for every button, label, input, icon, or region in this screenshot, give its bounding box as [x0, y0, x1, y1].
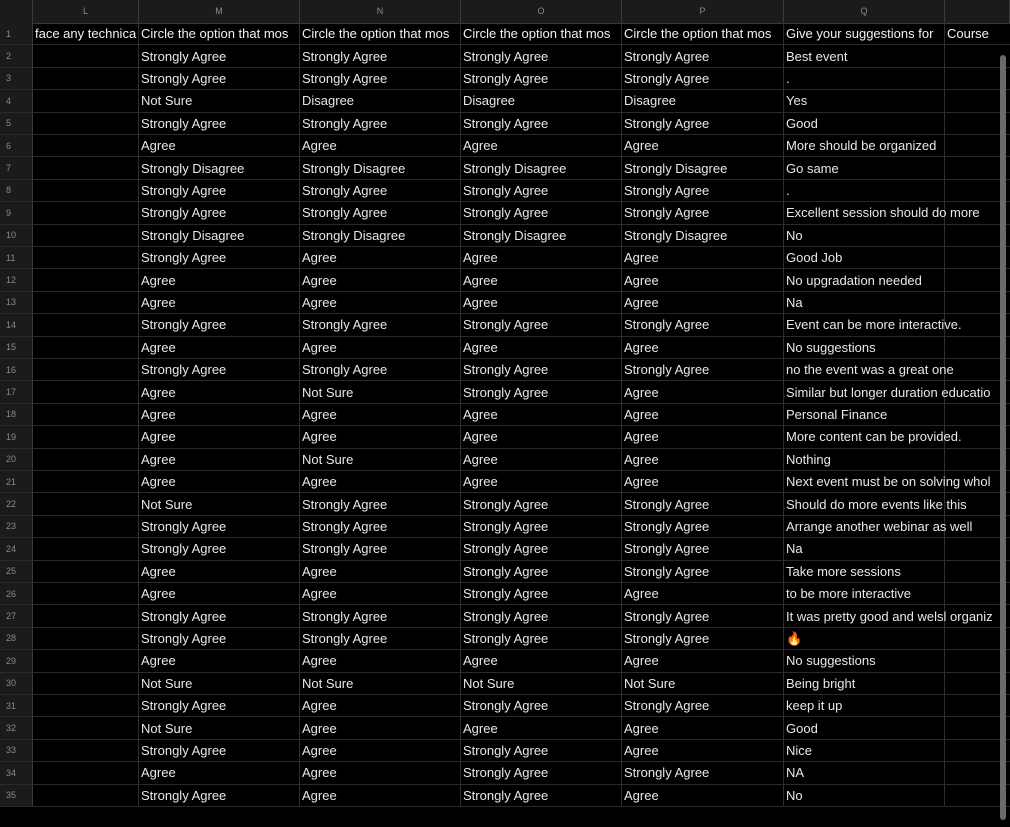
cell-n[interactable]: Not Sure [300, 673, 461, 694]
cell-o[interactable]: Strongly Agree [461, 583, 622, 604]
cell-l[interactable] [33, 426, 139, 447]
cell-o[interactable]: Agree [461, 426, 622, 447]
cell-q[interactable]: More content can be provided. [784, 426, 945, 447]
cell-l[interactable] [33, 202, 139, 223]
cell-n[interactable]: Strongly Agree [300, 605, 461, 626]
cell-m[interactable]: Agree [139, 269, 300, 290]
column-header-m[interactable]: M [139, 0, 300, 23]
cell-m[interactable]: Not Sure [139, 717, 300, 738]
cell-o[interactable]: Not Sure [461, 673, 622, 694]
cell-l[interactable] [33, 516, 139, 537]
cell-m[interactable]: Agree [139, 426, 300, 447]
cell-o[interactable]: Disagree [461, 90, 622, 111]
cell-q[interactable]: Excellent session should do more [784, 202, 945, 223]
cell-p[interactable]: Not Sure [622, 673, 784, 694]
table-row [0, 202, 1010, 224]
cell-l[interactable] [33, 381, 139, 402]
cell-n[interactable]: Strongly Agree [300, 516, 461, 537]
cell-q[interactable]: Good [784, 113, 945, 134]
cell-o[interactable]: Agree [461, 650, 622, 671]
cell-o[interactable]: Strongly Agree [461, 180, 622, 201]
cell-q[interactable]: . [784, 68, 945, 89]
cell-n[interactable]: Not Sure [300, 381, 461, 402]
table-row [0, 449, 1010, 471]
cell-o[interactable]: Strongly Agree [461, 628, 622, 649]
cell-o[interactable]: Strongly Agree [461, 314, 622, 335]
cell-m[interactable]: Agree [139, 561, 300, 582]
row-number[interactable]: 19 [0, 426, 33, 447]
cell-n[interactable]: Strongly Agree [300, 113, 461, 134]
row-number[interactable]: 12 [0, 269, 33, 290]
column-header-p[interactable]: P [622, 0, 784, 23]
cell-o[interactable]: Agree [461, 449, 622, 470]
column-header-l[interactable]: L [33, 0, 139, 23]
cell-m[interactable]: Strongly Agree [139, 68, 300, 89]
table-row [0, 717, 1010, 739]
cell-l[interactable] [33, 135, 139, 156]
cell-n[interactable]: Strongly Disagree [300, 225, 461, 246]
row-number[interactable]: 28 [0, 628, 33, 649]
row-number[interactable]: 27 [0, 605, 33, 626]
cell-o[interactable]: Strongly Agree [461, 359, 622, 380]
table-row [0, 45, 1010, 67]
cell-p[interactable]: Agree [622, 717, 784, 738]
row-number[interactable]: 29 [0, 650, 33, 671]
table-row [0, 695, 1010, 717]
cell-m[interactable]: Agree [139, 135, 300, 156]
cell-n[interactable]: Strongly Agree [300, 359, 461, 380]
cell-l[interactable] [33, 650, 139, 671]
cell-m[interactable]: Strongly Agree [139, 113, 300, 134]
table-row [0, 359, 1010, 381]
cell-o[interactable]: Agree [461, 292, 622, 313]
header-row [0, 23, 1010, 45]
cell-l[interactable] [33, 471, 139, 492]
table-row [0, 740, 1010, 762]
cell-l[interactable] [33, 740, 139, 761]
cell-l[interactable] [33, 225, 139, 246]
table-row [0, 650, 1010, 672]
cell-m[interactable]: Agree [139, 650, 300, 671]
cell-m[interactable]: Not Sure [139, 673, 300, 694]
cell-p[interactable]: Agree [622, 449, 784, 470]
table-row [0, 561, 1010, 583]
cell-p[interactable]: Disagree [622, 90, 784, 111]
table-row [0, 785, 1010, 807]
select-all-corner[interactable] [0, 0, 33, 23]
cell-l[interactable] [33, 717, 139, 738]
cell-n[interactable]: Agree [300, 561, 461, 582]
cell-q[interactable]: Na [784, 292, 945, 313]
column-header-extra[interactable] [945, 0, 1010, 23]
cell-p[interactable]: Strongly Agree [622, 762, 784, 783]
cell-l[interactable] [33, 538, 139, 559]
cell-q[interactable]: Good Job [784, 247, 945, 268]
cell-n[interactable]: Agree [300, 695, 461, 716]
cell-o[interactable]: Strongly Agree [461, 45, 622, 66]
cell-o[interactable]: Strongly Agree [461, 538, 622, 559]
row-number[interactable]: 24 [0, 538, 33, 559]
cell-n[interactable]: Strongly Agree [300, 202, 461, 223]
cell-l[interactable] [33, 292, 139, 313]
row-number[interactable]: 11 [0, 247, 33, 268]
row-number[interactable]: 6 [0, 135, 33, 156]
cell-q[interactable]: Give your suggestions for [784, 23, 945, 44]
cell-o[interactable]: Strongly Agree [461, 762, 622, 783]
table-row [0, 381, 1010, 403]
cell-p[interactable]: Strongly Agree [622, 314, 784, 335]
cell-p[interactable]: Strongly Agree [622, 605, 784, 626]
cell-l[interactable] [33, 359, 139, 380]
cell-o[interactable]: Strongly Agree [461, 605, 622, 626]
cell-n[interactable]: Agree [300, 650, 461, 671]
cell-n[interactable]: Strongly Agree [300, 180, 461, 201]
column-header-q[interactable]: Q [784, 0, 945, 23]
cell-n[interactable]: Disagree [300, 90, 461, 111]
cell-m[interactable]: Agree [139, 583, 300, 604]
cell-n[interactable]: Agree [300, 740, 461, 761]
table-row [0, 628, 1010, 650]
cell-p[interactable]: Agree [622, 292, 784, 313]
row-number[interactable]: 17 [0, 381, 33, 402]
cell-n[interactable]: Agree [300, 292, 461, 313]
cell-n[interactable]: Agree [300, 247, 461, 268]
row-number[interactable]: 21 [0, 471, 33, 492]
cell-l[interactable] [33, 605, 139, 626]
cell-o[interactable]: Strongly Agree [461, 561, 622, 582]
table-row [0, 762, 1010, 784]
table-row [0, 247, 1010, 269]
cell-o[interactable]: Agree [461, 471, 622, 492]
cell-m[interactable]: Agree [139, 337, 300, 358]
cell-m[interactable]: Strongly Agree [139, 695, 300, 716]
row-number[interactable]: 33 [0, 740, 33, 761]
cell-p[interactable]: Agree [622, 583, 784, 604]
cell-m[interactable]: Strongly Agree [139, 538, 300, 559]
cell-m[interactable]: Strongly Agree [139, 359, 300, 380]
cell-l[interactable] [33, 45, 139, 66]
cell-n[interactable]: Agree [300, 583, 461, 604]
cell-n[interactable]: Strongly Agree [300, 538, 461, 559]
row-number[interactable]: 1 [0, 23, 33, 44]
cell-p[interactable]: Agree [622, 740, 784, 761]
cell-q[interactable]: Similar but longer duration educatio [784, 381, 945, 402]
cell-l[interactable] [33, 449, 139, 470]
cell-m[interactable]: Strongly Agree [139, 516, 300, 537]
table-row [0, 157, 1010, 179]
cell-m[interactable]: Not Sure [139, 493, 300, 514]
cell-l[interactable] [33, 269, 139, 290]
cell-l[interactable] [33, 337, 139, 358]
cell-q[interactable]: Take more sessions [784, 561, 945, 582]
cell-o[interactable]: Agree [461, 717, 622, 738]
cell-q[interactable]: It was pretty good and welsl organiz [784, 605, 945, 626]
table-row [0, 113, 1010, 135]
row-number[interactable]: 7 [0, 157, 33, 178]
cell-p[interactable]: Agree [622, 135, 784, 156]
cell-m[interactable]: Strongly Agree [139, 740, 300, 761]
cell-p[interactable]: Strongly Disagree [622, 157, 784, 178]
cell-q[interactable]: Personal Finance [784, 404, 945, 425]
row-number[interactable]: 32 [0, 717, 33, 738]
cell-p[interactable]: Agree [622, 381, 784, 402]
table-row [0, 269, 1010, 291]
cell-q[interactable]: Nice [784, 740, 945, 761]
cell-p[interactable]: Strongly Agree [622, 180, 784, 201]
cell-q[interactable]: Yes [784, 90, 945, 111]
cell-q[interactable]: Arrange another webinar as well [784, 516, 945, 537]
cell-p[interactable]: Agree [622, 785, 784, 806]
row-number[interactable]: 30 [0, 673, 33, 694]
cell-q[interactable]: Good [784, 717, 945, 738]
cell-p[interactable]: Agree [622, 471, 784, 492]
cell-o[interactable]: Agree [461, 337, 622, 358]
cell-m[interactable]: Not Sure [139, 90, 300, 111]
cell-p[interactable]: Agree [622, 404, 784, 425]
cell-p[interactable]: Agree [622, 269, 784, 290]
cell-p[interactable]: Strongly Agree [622, 202, 784, 223]
cell-n[interactable]: Agree [300, 404, 461, 425]
cell-o[interactable]: Circle the option that mos [461, 23, 622, 44]
row-number[interactable]: 16 [0, 359, 33, 380]
cell-q[interactable]: no the event was a great one [784, 359, 945, 380]
cell-q[interactable]: keep it up [784, 695, 945, 716]
row-number[interactable]: 22 [0, 493, 33, 514]
cell-n[interactable]: Agree [300, 717, 461, 738]
cell-l[interactable] [33, 673, 139, 694]
cell-o[interactable]: Strongly Agree [461, 695, 622, 716]
cell-m[interactable]: Strongly Agree [139, 247, 300, 268]
cell-l[interactable] [33, 561, 139, 582]
row-number[interactable]: 25 [0, 561, 33, 582]
cell-n[interactable]: Agree [300, 426, 461, 447]
row-number[interactable]: 9 [0, 202, 33, 223]
cell-q[interactable]: No upgradation needed [784, 269, 945, 290]
cell-l[interactable] [33, 247, 139, 268]
cell-q[interactable]: NA [784, 762, 945, 783]
cell-n[interactable]: Circle the option that mos [300, 23, 461, 44]
row-number[interactable]: 14 [0, 314, 33, 335]
column-header-o[interactable]: O [461, 0, 622, 23]
cell-m[interactable]: Strongly Agree [139, 180, 300, 201]
cell-m[interactable]: Agree [139, 762, 300, 783]
cell-o[interactable]: Strongly Agree [461, 113, 622, 134]
table-row [0, 673, 1010, 695]
cell-o[interactable]: Agree [461, 247, 622, 268]
row-number[interactable]: 23 [0, 516, 33, 537]
cell-m[interactable]: Strongly Agree [139, 605, 300, 626]
cell-m[interactable]: Strongly Agree [139, 45, 300, 66]
table-row [0, 225, 1010, 247]
cell-m[interactable]: Strongly Agree [139, 202, 300, 223]
cell-o[interactable]: Strongly Disagree [461, 157, 622, 178]
row-number[interactable]: 2 [0, 45, 33, 66]
cell-p[interactable]: Agree [622, 650, 784, 671]
cell-n[interactable]: Strongly Agree [300, 45, 461, 66]
cell-l[interactable] [33, 583, 139, 604]
cell-n[interactable]: Not Sure [300, 449, 461, 470]
cell-m[interactable]: Agree [139, 381, 300, 402]
cell-p[interactable]: Strongly Agree [622, 538, 784, 559]
cell-n[interactable]: Strongly Agree [300, 314, 461, 335]
cell-q[interactable]: Na [784, 538, 945, 559]
cell-n[interactable]: Strongly Agree [300, 628, 461, 649]
cell-n[interactable]: Agree [300, 471, 461, 492]
cell-q[interactable]: No suggestions [784, 650, 945, 671]
cell-n[interactable]: Strongly Agree [300, 68, 461, 89]
cell-l[interactable] [33, 180, 139, 201]
cell-l[interactable] [33, 493, 139, 514]
cell-l[interactable] [33, 628, 139, 649]
cell-o[interactable]: Strongly Disagree [461, 225, 622, 246]
cell-l[interactable]: face any technica [33, 23, 139, 44]
cell-l[interactable] [33, 695, 139, 716]
row-number[interactable]: 35 [0, 785, 33, 806]
cell-l[interactable] [33, 785, 139, 806]
table-row [0, 583, 1010, 605]
cell-p[interactable]: Strongly Agree [622, 68, 784, 89]
cell-p[interactable]: Strongly Agree [622, 561, 784, 582]
cell-l[interactable] [33, 762, 139, 783]
cell-m[interactable]: Agree [139, 292, 300, 313]
cell-m[interactable]: Strongly Agree [139, 785, 300, 806]
cell-o[interactable]: Strongly Agree [461, 381, 622, 402]
table-row [0, 180, 1010, 202]
row-number[interactable]: 31 [0, 695, 33, 716]
row-number[interactable]: 5 [0, 113, 33, 134]
cell-l[interactable] [33, 90, 139, 111]
table-row [0, 135, 1010, 157]
cell-p[interactable]: Circle the option that mos [622, 23, 784, 44]
column-header-row [0, 0, 1010, 24]
cell-o[interactable]: Strongly Agree [461, 202, 622, 223]
cell-q[interactable]: Next event must be on solving whol [784, 471, 945, 492]
cell-m[interactable]: Strongly Disagree [139, 157, 300, 178]
cell-o[interactable]: Strongly Agree [461, 785, 622, 806]
cell-p[interactable]: Strongly Agree [622, 628, 784, 649]
table-row [0, 314, 1010, 336]
cell-q[interactable]: Go same [784, 157, 945, 178]
cell-p[interactable]: Agree [622, 247, 784, 268]
cell-o[interactable]: Agree [461, 404, 622, 425]
cell-q[interactable]: Should do more events like this [784, 493, 945, 514]
cell-q[interactable]: No [784, 225, 945, 246]
cell-m[interactable]: Strongly Agree [139, 628, 300, 649]
cell-p[interactable]: Agree [622, 337, 784, 358]
cell-l[interactable] [33, 314, 139, 335]
table-row [0, 426, 1010, 448]
cell-p[interactable]: Strongly Agree [622, 695, 784, 716]
table-row [0, 90, 1010, 112]
cell-m[interactable]: Strongly Agree [139, 314, 300, 335]
cell-q[interactable]: Event can be more interactive. [784, 314, 945, 335]
cell-m[interactable]: Strongly Disagree [139, 225, 300, 246]
cell-o[interactable]: Agree [461, 269, 622, 290]
table-row [0, 493, 1010, 515]
cell-o[interactable]: Strongly Agree [461, 493, 622, 514]
row-number[interactable]: 10 [0, 225, 33, 246]
vertical-scrollbar[interactable] [1000, 55, 1006, 820]
cell-o[interactable]: Agree [461, 135, 622, 156]
column-header-n[interactable]: N [300, 0, 461, 23]
row-number[interactable]: 26 [0, 583, 33, 604]
cell-n[interactable]: Strongly Disagree [300, 157, 461, 178]
cell-n[interactable]: Agree [300, 762, 461, 783]
cell-n[interactable]: Agree [300, 269, 461, 290]
row-number[interactable]: 3 [0, 68, 33, 89]
cell-l[interactable] [33, 404, 139, 425]
cell-p[interactable]: Strongly Disagree [622, 225, 784, 246]
cell-l[interactable] [33, 157, 139, 178]
row-number[interactable]: 18 [0, 404, 33, 425]
cell-n[interactable]: Strongly Agree [300, 493, 461, 514]
cell-n[interactable]: Agree [300, 135, 461, 156]
cell-l[interactable] [33, 68, 139, 89]
cell-p[interactable]: Strongly Agree [622, 113, 784, 134]
table-row [0, 337, 1010, 359]
cell-l[interactable] [33, 113, 139, 134]
table-row [0, 605, 1010, 627]
table-row [0, 404, 1010, 426]
row-number[interactable]: 34 [0, 762, 33, 783]
cell-q[interactable]: Being bright [784, 673, 945, 694]
cell-p[interactable]: Strongly Agree [622, 493, 784, 514]
row-number[interactable]: 15 [0, 337, 33, 358]
cell-q[interactable]: . [784, 180, 945, 201]
cell-q[interactable]: Best event [784, 45, 945, 66]
cell-o[interactable]: Strongly Agree [461, 740, 622, 761]
cell-q[interactable]: 🔥 [784, 628, 945, 649]
row-number[interactable]: 4 [0, 90, 33, 111]
row-number[interactable]: 8 [0, 180, 33, 201]
cell-n[interactable]: Agree [300, 785, 461, 806]
cell-m[interactable]: Circle the option that mos [139, 23, 300, 44]
row-number[interactable]: 13 [0, 292, 33, 313]
row-number[interactable]: 20 [0, 449, 33, 470]
cell-q[interactable]: More should be organized [784, 135, 945, 156]
cell-p[interactable]: Strongly Agree [622, 516, 784, 537]
cell-m[interactable]: Agree [139, 404, 300, 425]
table-row [0, 292, 1010, 314]
cell-q[interactable]: Nothing [784, 449, 945, 470]
table-row [0, 471, 1010, 493]
cell-q[interactable]: No suggestions [784, 337, 945, 358]
cell-extra[interactable]: Course [947, 26, 989, 42]
cell-m[interactable]: Agree [139, 471, 300, 492]
cell-n[interactable]: Agree [300, 337, 461, 358]
cell-o[interactable]: Strongly Agree [461, 68, 622, 89]
cell-p[interactable]: Agree [622, 426, 784, 447]
table-row [0, 538, 1010, 560]
cell-m[interactable]: Agree [139, 449, 300, 470]
cell-p[interactable]: Strongly Agree [622, 359, 784, 380]
cell-q[interactable]: No [784, 785, 945, 806]
cell-o[interactable]: Strongly Agree [461, 516, 622, 537]
table-row [0, 516, 1010, 538]
cell-p[interactable]: Strongly Agree [622, 45, 784, 66]
table-row [0, 68, 1010, 90]
cell-q[interactable]: to be more interactive [784, 583, 945, 604]
